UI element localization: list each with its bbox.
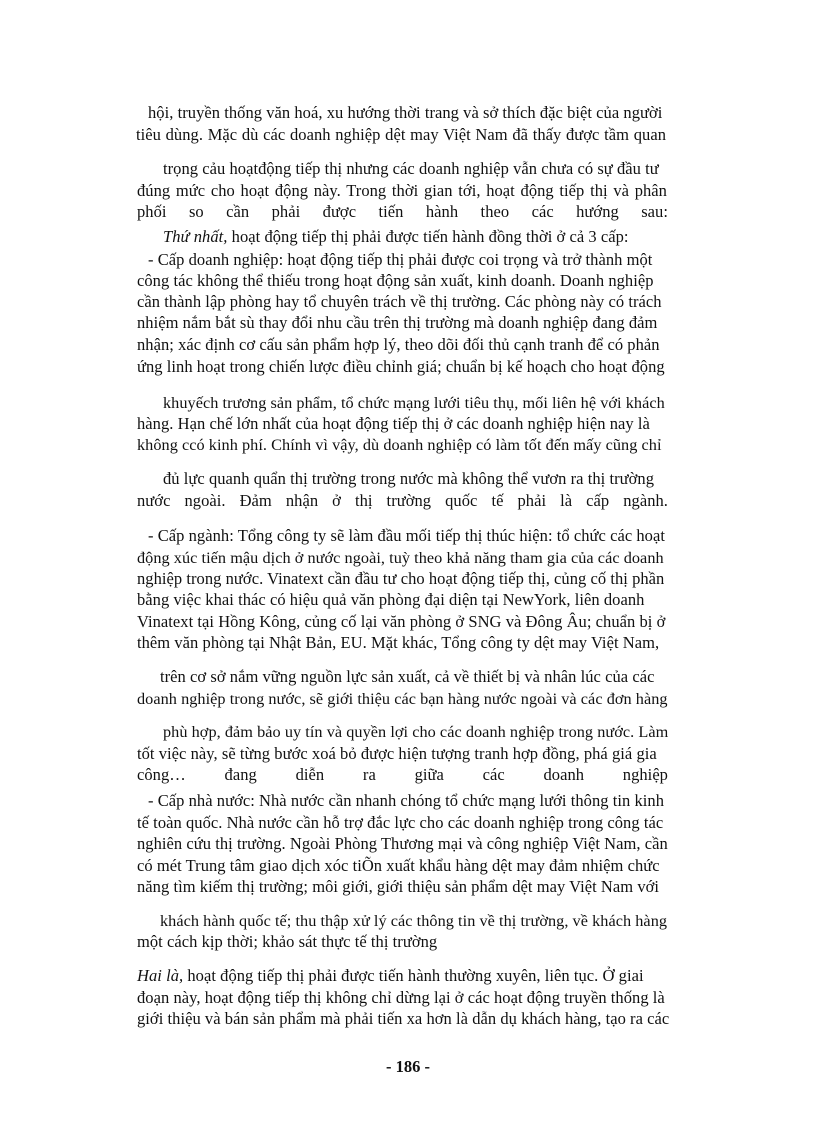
text-line: trên cơ sở nắm vững nguồn lực sản xuất, cả về thiết bị và nhân lúc của các [160, 667, 655, 686]
text-line: nghiên cứu thị trường. Ngoài Phòng Thương mại và công nghiệp Việt Nam, cần [137, 834, 668, 853]
page-number: - 186 - [386, 1057, 430, 1076]
text-line: một cách kịp thời; khảo sát thực tế thị trường [137, 932, 438, 951]
text-line: phối so cần phải được tiến hành theo các hướng sau: [137, 202, 668, 221]
text-line: trọng cảu hoạtđộng tiếp thị nhưng các doanh nghiệp vẫn chưa có sự đầu tư [163, 159, 659, 178]
text-line: hoạt động tiếp thị phải được tiến hành thường xuyên, liên tục. Ở giai [187, 966, 644, 985]
text-line: phù hợp, đảm bảo uy tín và quyền lợi cho các doanh nghiệp trong nước. Làm [163, 723, 669, 741]
text-line: hoạt động tiếp thị phải được tiến hành đồng thời ở cả 3 cấp: [231, 227, 629, 246]
text-line: Vinatext tại Hồng Kông, củng cố lại văn phòng ở SNG và Đông Âu; chuẩn bị ở [137, 612, 666, 631]
text-line: - Cấp nhà nước: Nhà nước cần nhanh chóng tổ chức mạng lưới thông tin kinh [148, 791, 665, 810]
text-line: công tác không thể thiếu trong hoạt động sản xuất, kinh doanh. Doanh nghiệp [137, 271, 654, 290]
text-line: không ccó kinh phí. Chính vì vậy, dù doanh nghiệp có làm tốt đến mấy cũng chỉ [137, 436, 662, 454]
text-line: bằng việc khai thác có hiệu quả văn phòng đại diện tại NewYork, liên doanh [137, 590, 645, 609]
text-line: - Cấp ngành: Tổng công ty sẽ làm đầu mối tiếp thị thúc hiện: tổ chức các hoạt [148, 526, 665, 545]
text-line: nước ngoài. Đảm nhận ở thị trường quốc tế phải là cấp ngành. [137, 491, 668, 510]
text-line: thêm văn phòng tại Nhật Bản, EU. Mặt khác, Tổng công ty dệt may Việt Nam, [137, 633, 660, 652]
text-line: tiêu dùng. Mặc dù các doanh nghiệp dệt may Việt Nam đã thấy được tầm quan [136, 125, 666, 144]
text-line-with-lead [163, 227, 683, 247]
text-line: đủ lực quanh quẩn thị trường trong nước mà không thể vươn ra thị trường [163, 469, 655, 488]
text-line: nhận; xác định cơ cấu sản phẩm hợp lý, theo dõi đối thủ cạnh tranh để có phản [137, 335, 660, 354]
lead-word-first: Thứ nhất, [163, 227, 228, 246]
text-line: động xúc tiến mậu dịch ở nước ngoài, tuỳ theo khả năng tham gia của các doanh [137, 549, 664, 567]
text-line: khuyếch trương sản phẩm, tổ chức mạng lưới tiêu thụ, mối liên hệ với khách [163, 394, 665, 412]
text-line: cần thành lập phòng hay tổ chuyên trách về thị trường. Các phòng này có trách [137, 292, 662, 311]
text-line: nhiệm nắm bắt sù thay đổi nhu cầu trên thị trường mà doanh nghiệp đang đảm [137, 313, 658, 332]
text-line: hội, truyền thống văn hoá, xu hướng thời trang và sở thích đặc biệt của người [148, 103, 663, 122]
text-line: năng tìm kiếm thị trường; môi giới, giới thiệu sản phẩm dệt may Việt Nam với [137, 877, 660, 896]
text-line: đoạn này, hoạt động tiếp thị không chỉ dừng lại ở các hoạt động truyền thống là [137, 988, 665, 1007]
text-line: ứng linh hoạt trong chiến lược điều chỉnh giá; chuẩn bị kế hoạch cho hoạt động [137, 357, 665, 376]
text-line: khách hành quốc tế; thu thập xử lý các thông tin về thị trường, về khách hàng [160, 912, 668, 930]
text-line: tốt việc này, sẽ từng bước xoá bỏ được hiện tượng tranh hợp đồng, phá giá gia [137, 744, 657, 763]
text-line: nghiệp trong nước. Vinatext cần đầu tư cho hoạt động tiếp thị, củng cố thị phần [137, 569, 665, 588]
text-line: công… đang diễn ra giữa các doanh nghiệp [137, 765, 668, 784]
text-line: giới thiệu và bán sản phẩm mà phải tiến xa hơn là dẫn dụ khách hàng, tạo ra các [137, 1009, 670, 1028]
text-line: tế toàn quốc. Nhà nước cần hỗ trợ đắc lực cho các doanh nghiệp trong công tác [137, 813, 664, 832]
text-line-with-lead [137, 966, 668, 986]
text-line: có mét Trung tâm giao dịch xóc tiÕn xuất khẩu hàng dệt may đảm nhiệm chức [137, 856, 660, 875]
text-line: đúng mức cho hoạt động này. Trong thời gian tới, hoạt động tiếp thị và phân [137, 181, 667, 200]
lead-word-second: Hai là, [137, 966, 184, 985]
text-line: - Cấp doanh nghiệp: hoạt động tiếp thị phải được coi trọng và trở thành một [148, 250, 653, 269]
text-line: hàng. Hạn chế lớn nhất của hoạt động tiếp thị ở các doanh nghiệp hiện nay là [137, 414, 650, 433]
text-line: doanh nghiệp trong nước, sẽ giới thiệu các bạn hàng nước ngoài và các đơn hàng [137, 690, 668, 708]
